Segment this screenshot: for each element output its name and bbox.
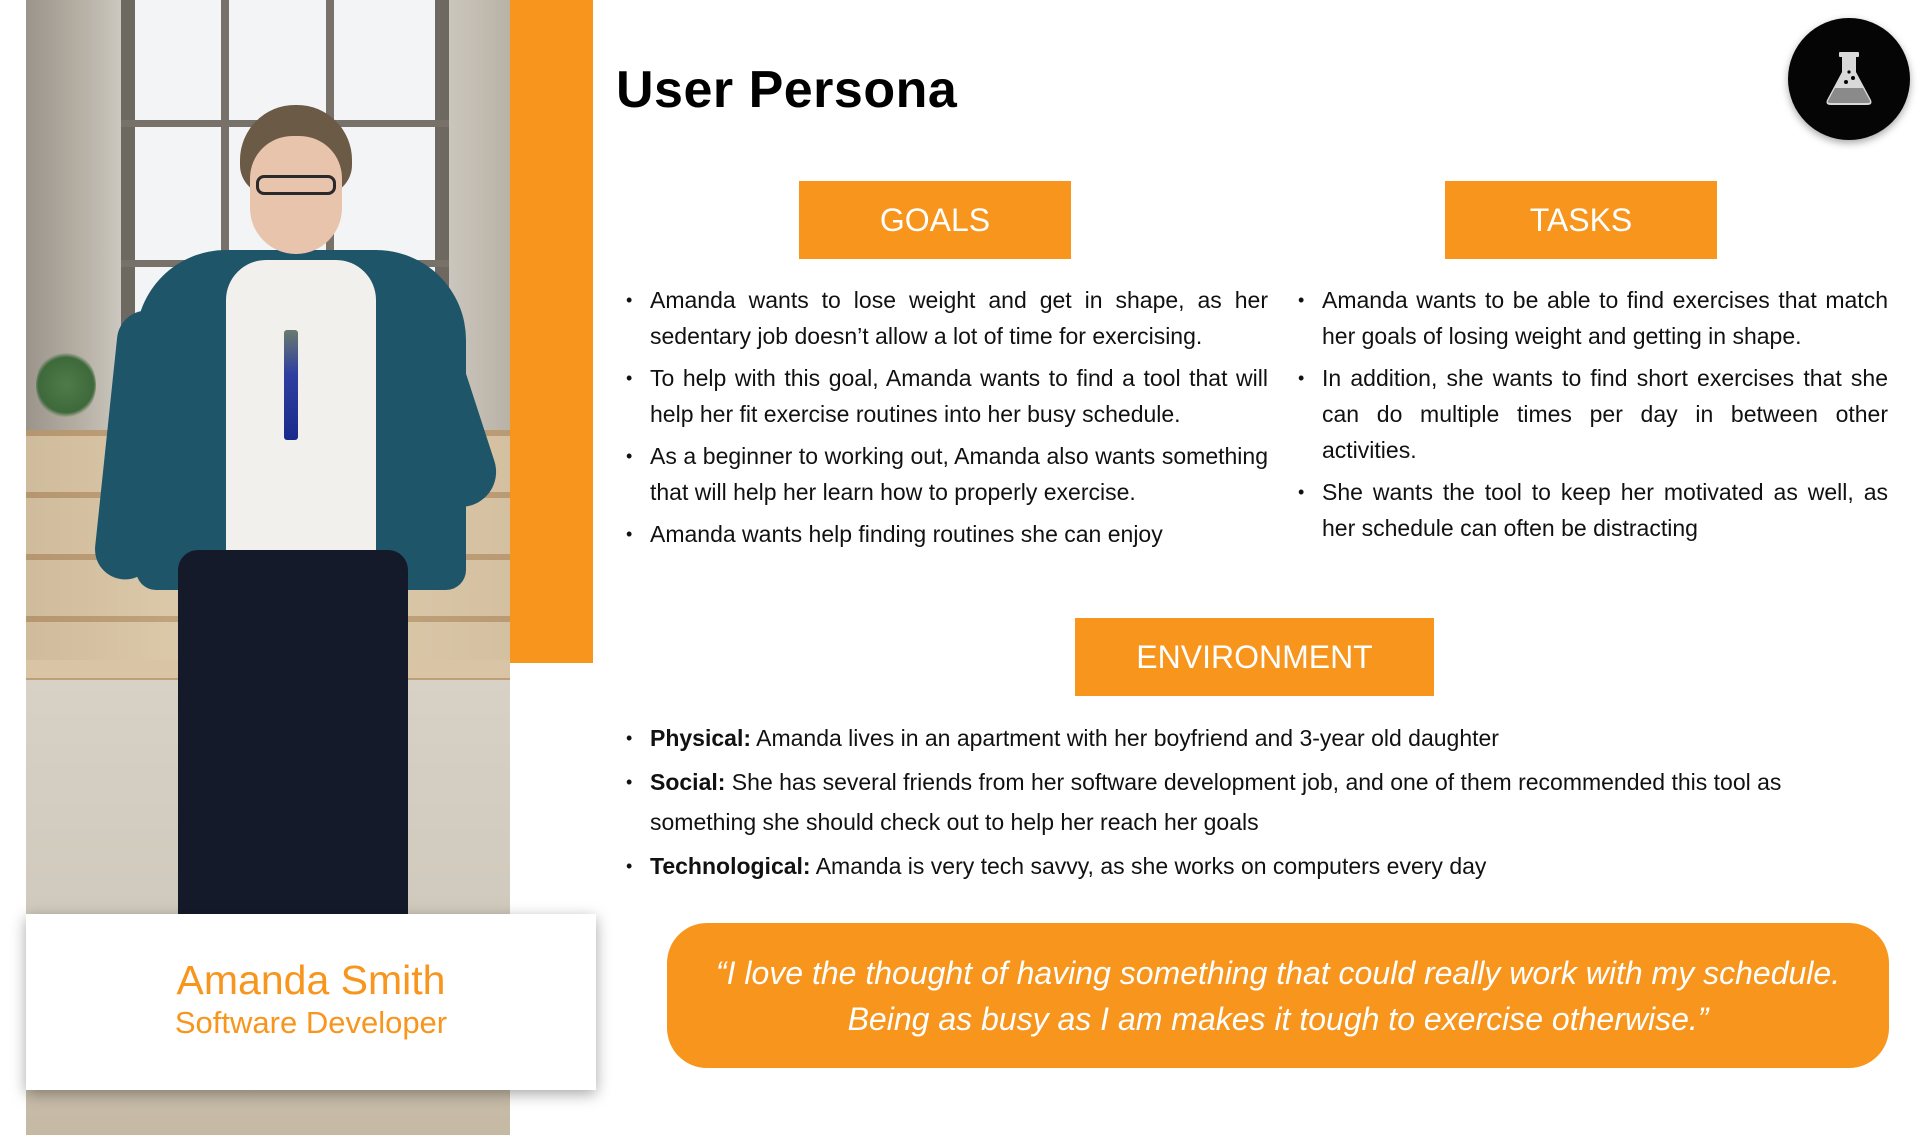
persona-quote <box>667 923 1889 1068</box>
task-item: • Amanda wants to be able to find exercises that match her goals of losing weight and getting in shape. <box>1302 282 1888 354</box>
logo <box>1788 18 1910 140</box>
persona-name: Amanda Smith <box>176 957 446 1003</box>
figure-pendant <box>284 330 298 440</box>
tasks-header: TASKS <box>1445 181 1717 259</box>
environment-item <box>630 718 1860 758</box>
persona-role: Software Developer <box>174 1005 448 1040</box>
quote-line: “I love the thought of having something that could really work with my schedule. <box>715 954 1841 991</box>
page-title: User Persona <box>616 61 958 119</box>
goals-list <box>630 282 1268 558</box>
environment-label: Physical: <box>650 725 751 751</box>
environment-text: Amanda lives in an apartment with her boyfriend and 3-year old daughter <box>751 725 1499 751</box>
figure-face <box>250 136 342 254</box>
tasks-list <box>1302 282 1888 552</box>
figure-glasses <box>256 175 336 195</box>
goals-header: GOALS <box>799 181 1071 259</box>
quote-line: Being as busy as I am makes it tough to exercise otherwise.” <box>847 1000 1709 1037</box>
task-item: • In addition, she wants to find short exercises that she can do multiple times per day in between other activities. <box>1302 360 1888 468</box>
goal-item: • As a beginner to working out, Amanda also wants something that will help her learn how to properly exercise. <box>630 438 1268 510</box>
figure-shirt <box>226 260 376 560</box>
goal-item: • Amanda wants help finding routines she can enjoy <box>630 516 1268 552</box>
environment-label: Social: <box>650 769 726 795</box>
environment-text: Amanda is very tech savvy, as she works on computers every day <box>810 853 1487 879</box>
figure-pants <box>178 550 408 920</box>
flask-icon <box>1822 50 1876 108</box>
environment-item <box>630 846 1860 886</box>
environment-header: ENVIRONMENT <box>1075 618 1434 696</box>
task-item: • She wants the tool to keep her motivated as well, as her schedule can often be distracting <box>1302 474 1888 546</box>
name-card <box>26 914 596 1090</box>
photo-plant <box>36 350 96 420</box>
environment-label: Technological: <box>650 853 811 879</box>
environment-list <box>630 718 1860 890</box>
accent-bar <box>510 0 593 663</box>
goal-item: • Amanda wants to lose weight and get in shape, as her sedentary job doesn’t allow a lot of time for exercising. <box>630 282 1268 354</box>
goal-item: • To help with this goal, Amanda wants to find a tool that will help her fit exercise routines into her busy schedule. <box>630 360 1268 432</box>
persona-figure <box>106 100 496 920</box>
environment-item <box>630 762 1860 842</box>
environment-text: She has several friends from her software development job, and one of them recommended this tool as something she should check out to help her reach her goals <box>650 769 1782 835</box>
